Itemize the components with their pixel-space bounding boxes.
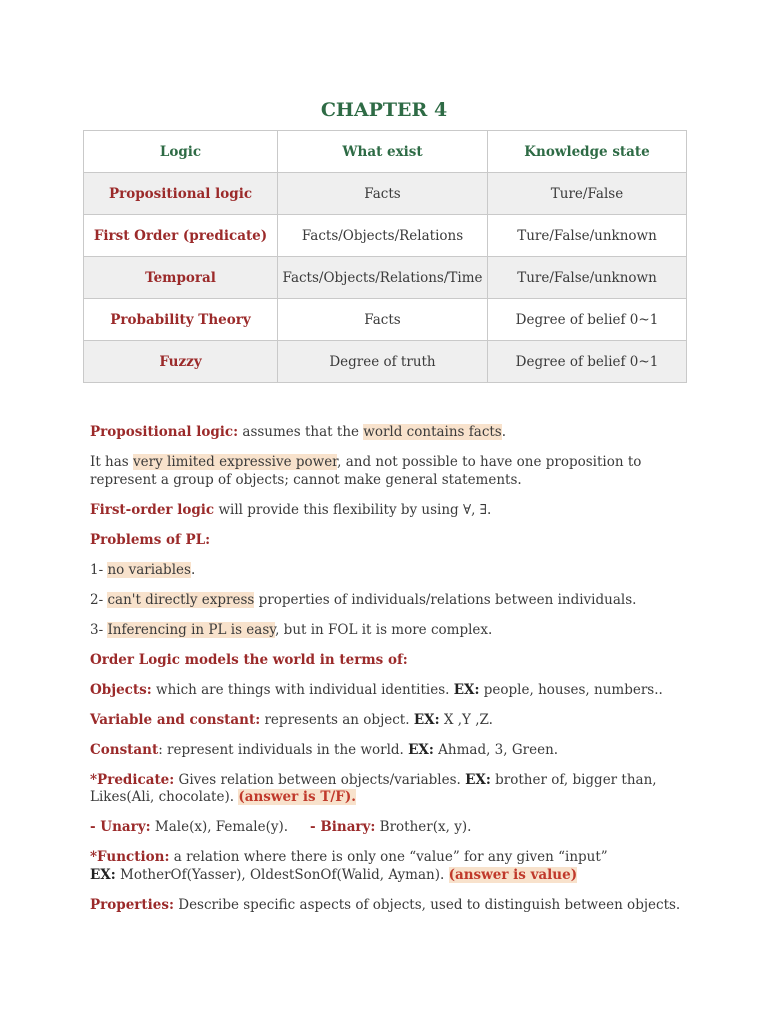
header-what-exist: What exist <box>278 131 488 173</box>
list-item <box>90 562 690 580</box>
row-knowledge-state: Ture/False/unknown <box>488 257 687 299</box>
example-label: EX: <box>90 866 116 883</box>
row-logic-name: Temporal <box>84 257 278 299</box>
list-item <box>90 622 690 640</box>
example-text: Ahmad, 3, Green. <box>433 741 559 758</box>
example-label: EX: <box>465 771 491 788</box>
row-knowledge-state: Degree of belief 0~1 <box>488 341 687 383</box>
row-logic-name: Fuzzy <box>84 341 278 383</box>
paragraph-text: . <box>190 561 196 578</box>
paragraph-constant <box>90 742 690 760</box>
answer-badge: (answer is T/F). <box>238 789 356 805</box>
paragraph-text: Describe specific aspects of objects, used to distinguish between objects. <box>173 896 681 913</box>
paragraph-propositional-logic <box>90 424 690 442</box>
example-label: EX: <box>408 741 434 758</box>
example-text: brother of, bigger than, Likes(Ali, chocolate). <box>90 771 657 805</box>
row-what-exist: Facts <box>278 173 488 215</box>
list-number: 1- <box>90 561 108 578</box>
paragraph-text: properties of individuals/relations between individuals. <box>254 591 637 608</box>
term-label: Constant <box>90 741 159 758</box>
example-text: X ,Y ,Z. <box>439 711 493 728</box>
term-label: Objects: <box>90 681 152 698</box>
paragraph-text: represents an object. <box>260 711 414 728</box>
paragraph-text: : represent individuals in the world. <box>158 741 409 758</box>
term-label: Properties: <box>90 896 174 913</box>
term-label: Variable and constant: <box>90 711 261 728</box>
highlighted-text: very limited expressive power <box>133 454 338 470</box>
paragraph-text: . <box>501 424 507 440</box>
notes-body <box>90 424 690 927</box>
heading-order-logic-models <box>90 652 690 670</box>
term-label: Order Logic models the world in terms of: <box>90 651 408 668</box>
logic-comparison-table <box>83 130 687 383</box>
term-label: *Predicate: <box>90 771 175 788</box>
highlighted-text: can't directly express <box>107 591 255 608</box>
header-logic: Logic <box>84 131 278 173</box>
example-label: EX: <box>413 711 440 728</box>
row-what-exist: Facts <box>278 299 488 341</box>
paragraph-variable-and-constant <box>90 712 690 730</box>
paragraph-text: a relation where there is only one “value” for any given “input” <box>169 849 608 865</box>
table-row <box>84 215 687 257</box>
row-logic-name: Probability Theory <box>84 299 278 341</box>
table-row <box>84 299 687 341</box>
table-row <box>84 173 687 215</box>
heading-problems-of-pl <box>90 532 690 550</box>
row-knowledge-state: Ture/False/unknown <box>488 215 687 257</box>
list-number: 2- <box>90 591 108 608</box>
term-label: *Function: <box>90 849 170 865</box>
paragraph-predicate <box>90 772 690 807</box>
term-label: Propositional logic: <box>90 424 239 440</box>
row-what-exist: Facts/Objects/Relations/Time <box>278 257 488 299</box>
row-knowledge-state: Degree of belief 0~1 <box>488 299 687 341</box>
paragraph-objects <box>90 682 690 700</box>
example-label: EX: <box>453 681 480 698</box>
paragraph-function <box>90 849 690 884</box>
answer-badge: (answer is value) <box>448 866 578 883</box>
row-logic-name: First Order (predicate) <box>84 215 278 257</box>
paragraph-text: , and not possible to have one proposition to represent a group of objects; cannot make general statements. <box>90 454 642 488</box>
term-label-unary: - Unary: <box>90 819 151 835</box>
table-row <box>84 257 687 299</box>
list-number: 3- <box>90 621 108 638</box>
paragraph-properties <box>90 897 690 915</box>
row-knowledge-state: Ture/False <box>488 173 687 215</box>
example-text: MotherOf(Yasser), OldestSonOf(Walid, Ayman). <box>115 866 449 883</box>
row-what-exist: Degree of truth <box>278 341 488 383</box>
row-logic-name: Propositional logic <box>84 173 278 215</box>
term-label-binary: - Binary: <box>310 819 376 835</box>
highlighted-text: no variables <box>107 561 191 578</box>
table-header-row <box>84 131 687 173</box>
paragraph-text: Brother(x, y). <box>375 819 472 835</box>
chapter-title: CHAPTER 4 <box>320 99 448 121</box>
paragraph-first-order-logic <box>90 502 690 520</box>
highlighted-text: Inferencing in PL is easy <box>107 621 276 638</box>
paragraph-text: assumes that the <box>238 424 364 440</box>
highlighted-text: world contains facts <box>363 424 502 440</box>
term-label: Problems of PL: <box>90 531 211 548</box>
header-knowledge-state: Knowledge state <box>488 131 687 173</box>
row-what-exist: Facts/Objects/Relations <box>278 215 488 257</box>
paragraph-expressive-power <box>90 454 690 489</box>
paragraph-text: It has <box>90 454 134 470</box>
paragraph-unary-binary <box>90 819 690 837</box>
paragraph-text: which are things with individual identities. <box>151 681 454 698</box>
table-row <box>84 341 687 383</box>
paragraph-text: Gives relation between objects/variables. <box>174 771 466 788</box>
list-item <box>90 592 690 610</box>
paragraph-text: will provide this flexibility by using ∀, ∃. <box>214 501 492 518</box>
paragraph-text: , but in FOL it is more complex. <box>275 621 493 638</box>
example-text: people, houses, numbers.. <box>479 681 663 698</box>
paragraph-text: Male(x), Female(y). <box>150 819 289 835</box>
term-label: First-order logic <box>90 501 215 518</box>
